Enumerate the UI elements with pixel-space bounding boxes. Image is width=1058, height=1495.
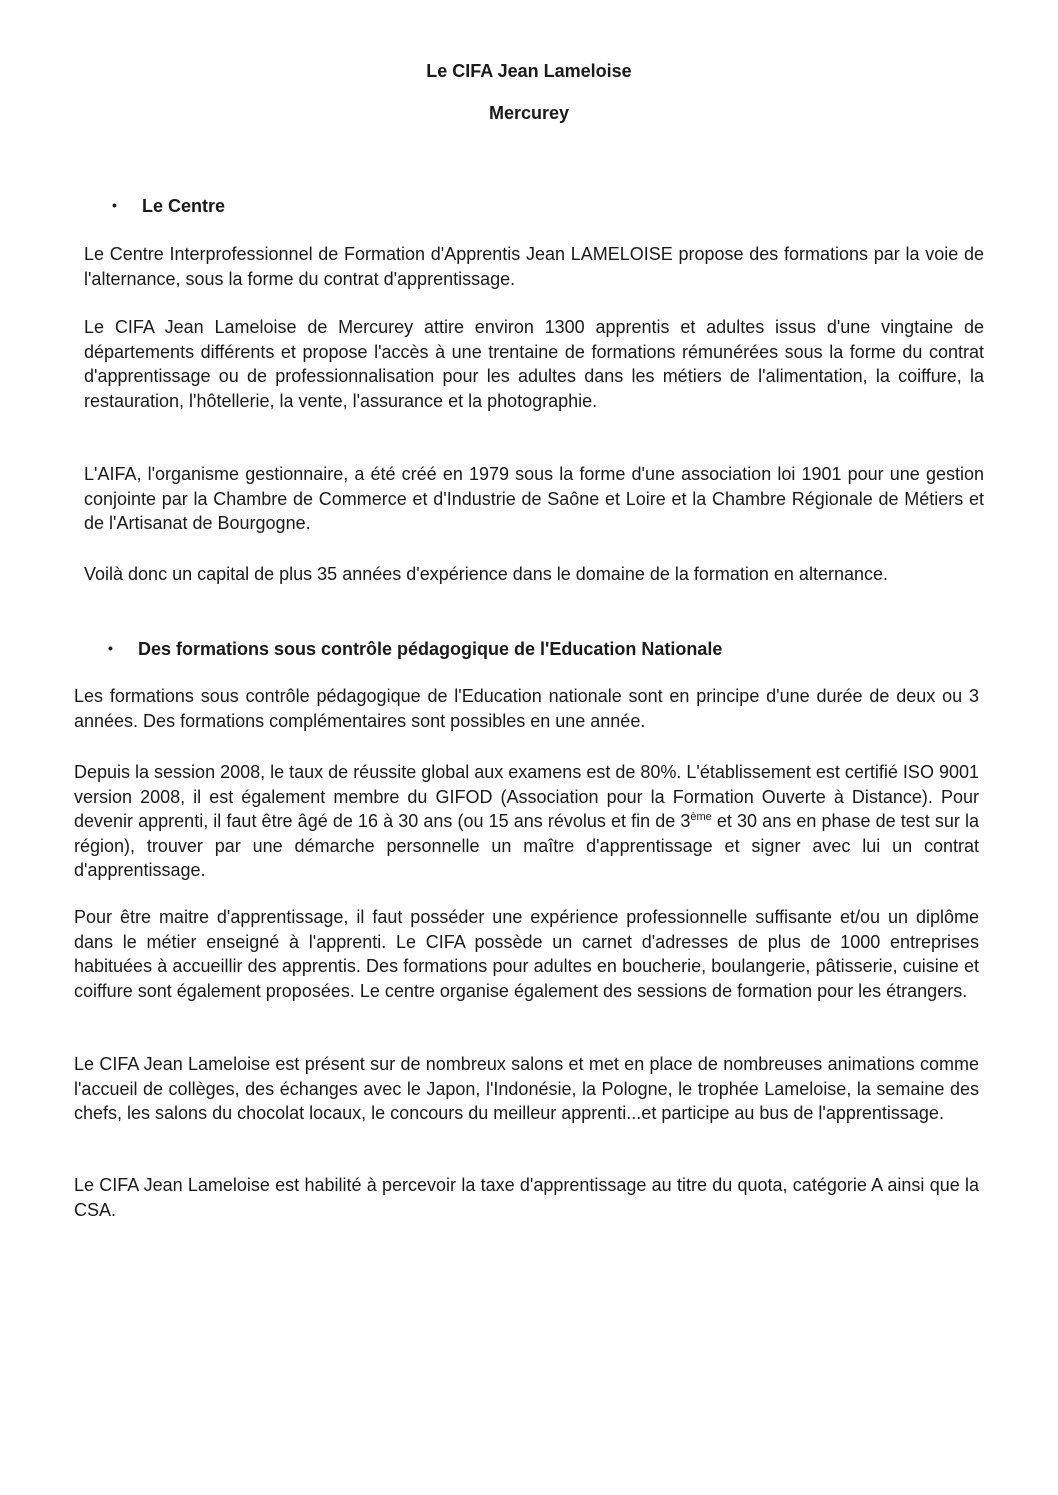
paragraph: L'AIFA, l'organisme gestionnaire, a été créé en 1979 sous la forme d'une association loi 1901 pour une gestion conjointe par la Chambre de Commerce et d'Industrie de Saône et Loire et la Chambre Régionale de Métiers et de l'Artisanat de Bourgogne. — [84, 464, 984, 534]
section-heading-text: Des formations sous contrôle pédagogique de l'Education Nationale — [138, 639, 723, 659]
paragraph — [74, 760, 979, 883]
paragraph: Le CIFA Jean Lameloise est présent sur de nombreux salons et met en place de nombreuses animations comme l'accueil de collèges, des échanges avec le Japon, l'Indonésie, la Pologne, le trophée Lameloise, la semaine des chefs, les salons du chocolat locaux, le concours du meilleur apprenti...et participe au bus de l'apprentissage. — [74, 1054, 979, 1124]
bullet-icon: • — [108, 640, 113, 656]
paragraph: Voilà donc un capital de plus 35 années d'expérience dans le domaine de la formation en alternance. — [84, 564, 888, 584]
document-subtitle: Mercurey — [488, 103, 570, 123]
document-title: Le CIFA Jean Lameloise — [426, 61, 632, 81]
paragraph: Pour être maitre d'apprentissage, il faut posséder une expérience professionnelle suffisante et/ou un diplôme dans le métier enseigné à l'apprenti. Le CIFA possède un carnet d'adresses de plus de 1000 entreprises habituées à accueillir des apprentis. Des formations pour adultes en boucherie, boulangerie, pâtisserie, cuisine et coiffure sont également proposées. Le centre organise également des sessions de formation pour les étrangers. — [74, 907, 979, 1001]
paragraph: Le CIFA Jean Lameloise de Mercurey attire environ 1300 apprentis et adultes issus d'une vingtaine de départements différents et propose l'accès à une trentaine de formations rémunérées sous la forme du contrat d'apprentissage ou de professionnalisation pour les adultes dans les métiers de l'alimentation, la coiffure, la restauration, l'hôtellerie, la vente, l'assurance et la photographie. — [84, 317, 984, 411]
paragraph: Les formations sous contrôle pédagogique de l'Education nationale sont en principe d'une durée de deux ou 3 années. Des formations complémentaires sont possibles en une année. — [74, 686, 979, 731]
paragraph: Le Centre Interprofessionnel de Formation d'Apprentis Jean LAMELOISE propose des formations par la voie de l'alternance, sous la forme du contrat d'apprentissage. — [84, 244, 984, 289]
paragraph-text: et 30 ans en phase de test sur la région), trouver par une démarche personnelle un maître d'apprentissage et signer avec lui un contrat d'apprentissage. — [74, 811, 979, 881]
section-heading-le-centre — [112, 194, 225, 217]
paragraph-text: Depuis la session 2008, le taux de réussite global aux examens est de 80%. L'établissement est certifié ISO 9001 version 2008, il est également membre du GIFOD (Association pour la Formation Ouverte à Distance). Pour devenir apprenti, il faut être âgé de 16 à 30 ans (ou 15 ans révolus et fin de 3 — [74, 762, 979, 832]
superscript: ème — [690, 811, 712, 824]
section-heading-formations — [108, 637, 722, 660]
section-heading-text: Le Centre — [142, 196, 226, 216]
bullet-icon: • — [112, 197, 117, 213]
paragraph: Le CIFA Jean Lameloise est habilité à percevoir la taxe d'apprentissage au titre du quota, catégorie A ainsi que la CSA. — [74, 1175, 979, 1220]
